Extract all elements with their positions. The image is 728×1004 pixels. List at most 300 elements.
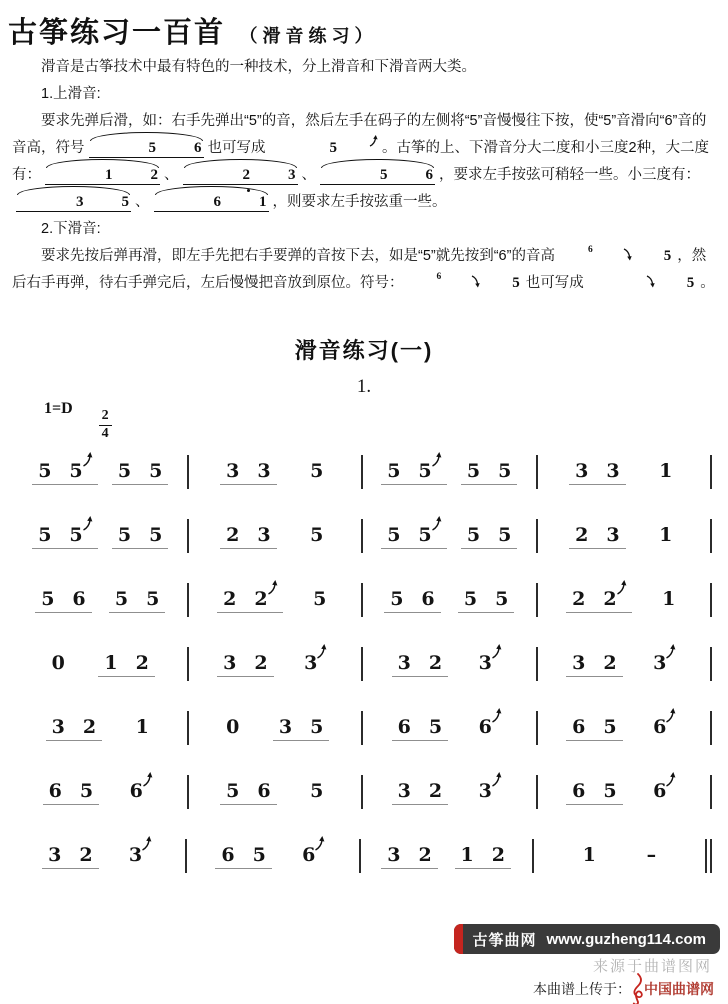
note [572,651,586,674]
note [397,715,411,738]
notation-digit: 6 [194,140,202,156]
note [254,651,268,674]
note-value: 5 [69,523,83,546]
measure [540,716,709,741]
note-value: 6 [48,779,62,802]
note-value: 5 [603,715,617,738]
note [582,843,596,866]
beam-group [98,652,154,677]
note-value: 5 [310,459,324,482]
badge-accent-bar [454,924,463,954]
note [226,459,240,482]
note [79,843,93,866]
note-value: 3 [48,843,62,866]
score-row [16,644,714,684]
note [313,587,327,610]
upslide-hook-icon [316,644,327,659]
inline-notation [270,135,379,157]
upslide-hook-icon [491,708,502,723]
note [82,715,97,738]
barline [710,711,712,745]
beam-group [392,716,448,741]
inline-notation [16,194,131,212]
note [38,459,52,482]
barline [361,583,363,617]
note [254,587,268,610]
note-value: 5 [495,587,509,610]
downslide-hook-icon [442,275,480,293]
note [223,651,237,674]
note-value: 6 [653,779,667,802]
note [278,715,293,738]
note-value: 5 [149,523,163,546]
note-value: 2 [82,715,97,738]
note-value: 2 [418,843,432,866]
note-value: 3 [304,651,318,674]
barline [359,839,361,873]
note [310,523,324,546]
note [117,523,132,546]
barline [536,519,538,553]
note-value: 5 [38,523,52,546]
note [69,459,83,482]
note-value: 6 [421,587,435,610]
note [659,459,673,482]
note-value: 3 [606,523,620,546]
note [72,587,86,610]
note [606,523,620,546]
note [310,459,324,482]
note-value: 6 [478,715,492,738]
note-value: 5 [418,459,432,482]
measure [191,524,360,549]
note [572,779,586,802]
beam-group [392,780,448,805]
note-value: 3 [387,843,401,866]
measure [16,524,185,549]
notation-digit: 6 [425,167,433,183]
note-group [647,716,681,741]
note [421,587,435,610]
final-barline [705,839,712,873]
measure [191,652,360,677]
beam-group [217,652,273,677]
note-value: 2 [575,523,589,546]
inline-notation [320,167,435,185]
note [226,779,240,802]
note [48,843,62,866]
note [51,651,65,674]
note [428,651,443,674]
note [397,779,411,802]
note-group [130,716,155,741]
key-signature [44,400,112,441]
note-value: 3 [478,651,492,674]
barline [710,519,712,553]
beam-group [112,524,168,549]
beam-group [220,524,276,549]
note-value: 5 [310,523,324,546]
notation-digit: 6 [213,194,221,210]
note [646,843,657,866]
upslide-hook-icon [665,708,676,723]
note [48,779,62,802]
beam-group [32,524,97,549]
note-value: 3 [572,651,586,674]
upslide-hook-icon [665,644,676,659]
note-value: 3 [257,523,271,546]
note-group [304,524,329,549]
note-value: 5 [117,459,132,482]
note-value: 5 [387,523,401,546]
note-group [304,460,329,485]
measure [365,716,534,741]
section1-heading: 1.上滑音: [41,86,101,102]
inline-notation [183,167,298,185]
notation-digit: 1 [228,194,269,211]
note [606,459,620,482]
note-value: 2 [428,651,443,674]
note-value: 5 [428,715,443,738]
barline [536,455,538,489]
beam-group [566,716,622,741]
barline [361,455,363,489]
note [387,459,401,482]
badge-url: www.guzheng114.com [546,930,706,948]
downslide-hook-icon [594,248,632,266]
measure [191,460,360,485]
note-group [304,780,329,805]
time-denominator: 4 [101,426,109,441]
note [146,587,160,610]
note [575,459,589,482]
beam-group [566,780,622,805]
note [390,587,404,610]
note-value: 5 [603,779,617,802]
barline [710,583,712,617]
note-value: 1 [659,523,673,546]
beam-group [42,844,98,869]
score-row [16,836,714,876]
note [495,587,509,610]
downslide-hook-icon [617,275,655,293]
intro-text [12,54,720,297]
note [466,523,481,546]
note [662,587,676,610]
notation-digit: 2 [242,167,250,183]
note-value: 0 [51,651,65,674]
note-value: 5 [114,587,129,610]
beam-group [384,588,440,613]
note [498,523,512,546]
barline [187,455,189,489]
barline [536,647,538,681]
note [223,587,237,610]
note-value: 2 [223,587,237,610]
beam-group [381,460,446,485]
beam-group [46,716,102,741]
note [653,715,667,738]
note [460,843,474,866]
measure [540,588,709,613]
note-group [124,780,158,805]
note-value: 5 [310,715,324,738]
note-value: 3 [397,651,411,674]
upslide-hook-icon [431,516,442,531]
score [16,452,714,900]
beam-group [461,524,517,549]
note-value: 6 [572,715,586,738]
note-value: 3 [397,779,411,802]
note [257,459,271,482]
note [135,715,149,738]
note-value: 3 [278,715,293,738]
note [603,779,617,802]
note [69,523,83,546]
note-group [220,716,245,741]
note [418,459,432,482]
note-value: 5 [387,459,401,482]
note-value: 3 [51,715,65,738]
inline-notation [559,245,673,266]
measure [365,524,534,549]
note-value: 2 [491,843,505,866]
section1-body: 要求先弹后滑，如：右手先弹出“5”的音，然后左手在码子的左侧将“5”音慢慢往下按，使“5”音滑向“6”音的音高，符号 5 6 也可写成 5 。古筝的上、下滑音分大二度和小三度2种，大二度有： 1 2 、 2 3 、 5 6 ，要求左手按弦可稍轻一些。小三度有：3 5 、 6 1 ，则要求左手按弦重一些。 [12,113,710,210]
section2-body: 要求先按后弹再滑，即左手先把右手要弹的音按下去，如是“5”就先按到“6”的音高 $^6$ 5 ，然后右手再弹，待右手弹完后，左后慢慢把音放到原位。符号： $^6$ 5 也可写成 5 。 [12,245,715,291]
note-group [653,524,678,549]
page-title [8,10,377,51]
upslide-hook-icon [491,644,502,659]
note-value: 6 [72,587,86,610]
barline [187,583,189,617]
note-value: 2 [572,587,586,610]
note-value: 2 [428,779,443,802]
octave-presup: 6 [436,272,442,282]
note-value: 3 [223,651,237,674]
note [653,651,667,674]
note [659,523,673,546]
beam-group [566,652,622,677]
barline [185,839,187,873]
book-subtitle: （滑音练习） [239,26,378,46]
note [135,651,149,674]
note-value: 5 [38,459,52,482]
inline-notation [89,140,204,158]
note-value: 2 [135,651,149,674]
note-value: 3 [653,651,667,674]
note-value: 2 [254,587,268,610]
notation-digit: 3 [288,167,296,183]
note [397,651,411,674]
score-row [16,772,714,812]
note-value: 0 [226,715,240,738]
note-value: 6 [257,779,271,802]
note-value: – [646,843,657,866]
beam-group [455,844,511,869]
note-value: 5 [310,779,324,802]
upslide-hook-icon [141,836,152,851]
note-group [473,716,507,741]
upslide-hook-icon [616,580,627,595]
note [149,523,163,546]
site-badge[interactable] [454,924,721,954]
note-group [296,844,330,869]
note [478,715,492,738]
note [428,715,443,738]
measure [540,780,709,805]
note [418,523,432,546]
note [114,587,129,610]
beam-group [32,460,97,485]
measure [16,460,185,485]
note-group [647,780,681,805]
beam-group [35,588,91,613]
note-value: 6 [397,715,411,738]
note-value: 3 [478,779,492,802]
upload-prefix: 本曲谱上传于： [533,981,631,997]
beam-group [381,844,437,869]
note [221,843,235,866]
note-value: 5 [466,459,481,482]
upslide-hook-icon [665,772,676,787]
piece-number: 1. [356,376,372,397]
time-numerator: 2 [99,409,112,426]
note-value: 5 [79,779,94,802]
note-value: 5 [313,587,327,610]
note [304,651,318,674]
note-value: 6 [221,843,235,866]
note [478,651,492,674]
note [653,779,667,802]
badge-site-name: 古筝曲网 [472,931,537,949]
note [428,779,443,802]
piece-title: 滑音练习(一) [294,338,434,363]
note [603,651,617,674]
note-value: 1 [460,843,474,866]
note [418,843,432,866]
note-value: 5 [226,779,240,802]
note [257,523,271,546]
barline [710,775,712,809]
note-value: 1 [659,459,673,482]
note-group [641,844,663,869]
measure [191,780,360,805]
beam-group [381,524,446,549]
measure [191,588,360,613]
note [310,779,324,802]
upslide-hook-icon [82,452,93,467]
note [603,587,617,610]
note-value: 2 [226,523,240,546]
measure [365,588,534,613]
notation-digit: 5 [380,167,388,183]
note-group [46,652,71,677]
upslide-hook-icon [491,772,502,787]
barline [536,711,538,745]
beam-group [43,780,99,805]
note [128,843,143,866]
note [104,651,118,674]
measure [363,844,530,869]
note [575,523,589,546]
score-row [16,580,714,620]
note [41,587,55,610]
note-value: 3 [128,843,143,866]
note-value: 6 [572,779,586,802]
note [226,715,240,738]
note-group [653,460,678,485]
note [387,843,401,866]
note-value: 6 [129,779,143,802]
barline [361,647,363,681]
inline-notation [588,275,697,293]
notation-digit: 5 [329,140,337,156]
note-value: 5 [463,587,478,610]
note-value: 5 [498,459,512,482]
intro-paragraph: 滑音是古筝技术中最有特色的一种技术，分上滑音和下滑音两大类。 [41,59,476,75]
note [603,715,617,738]
barline [532,839,534,873]
notation-digit: 5 [686,275,695,291]
measure [16,652,185,677]
note [302,843,316,866]
note-value: 5 [418,523,432,546]
note-value: 2 [603,651,617,674]
measure [16,716,185,741]
note-value: 5 [466,523,481,546]
note-value: 5 [146,587,160,610]
note-value: 1 [104,651,118,674]
upslide-hook-icon [142,772,153,787]
key-label: 1=D [44,400,73,417]
beam-group [109,588,165,613]
barline [361,775,363,809]
note-value: 2 [254,651,268,674]
notation-digit: 5 [121,194,129,210]
measure [540,652,709,677]
note [79,779,94,802]
barline [187,711,189,745]
barline [361,711,363,745]
note-value: 1 [135,715,149,738]
upslide-hook-icon [431,452,442,467]
notation-digit: 5 [512,275,520,291]
notation-digit: 5 [663,248,672,264]
note [463,587,478,610]
score-row [16,516,714,556]
note-value: 3 [575,459,589,482]
note-group [298,652,332,677]
note [226,523,240,546]
upslide-hook-icon [340,135,378,152]
note-value: 6 [653,715,667,738]
note [129,779,143,802]
beam-group [461,460,517,485]
score-row [16,452,714,492]
notation-digit: 2 [150,167,158,183]
upslide-hook-icon [82,516,93,531]
measure [536,844,703,869]
beam-group [220,780,276,805]
barline [536,775,538,809]
notation-digit: 3 [76,194,84,210]
beam-group [458,588,514,613]
beam-group [217,588,282,613]
note [572,587,586,610]
measure [365,460,534,485]
note-value: 5 [149,459,163,482]
score-row [16,708,714,748]
